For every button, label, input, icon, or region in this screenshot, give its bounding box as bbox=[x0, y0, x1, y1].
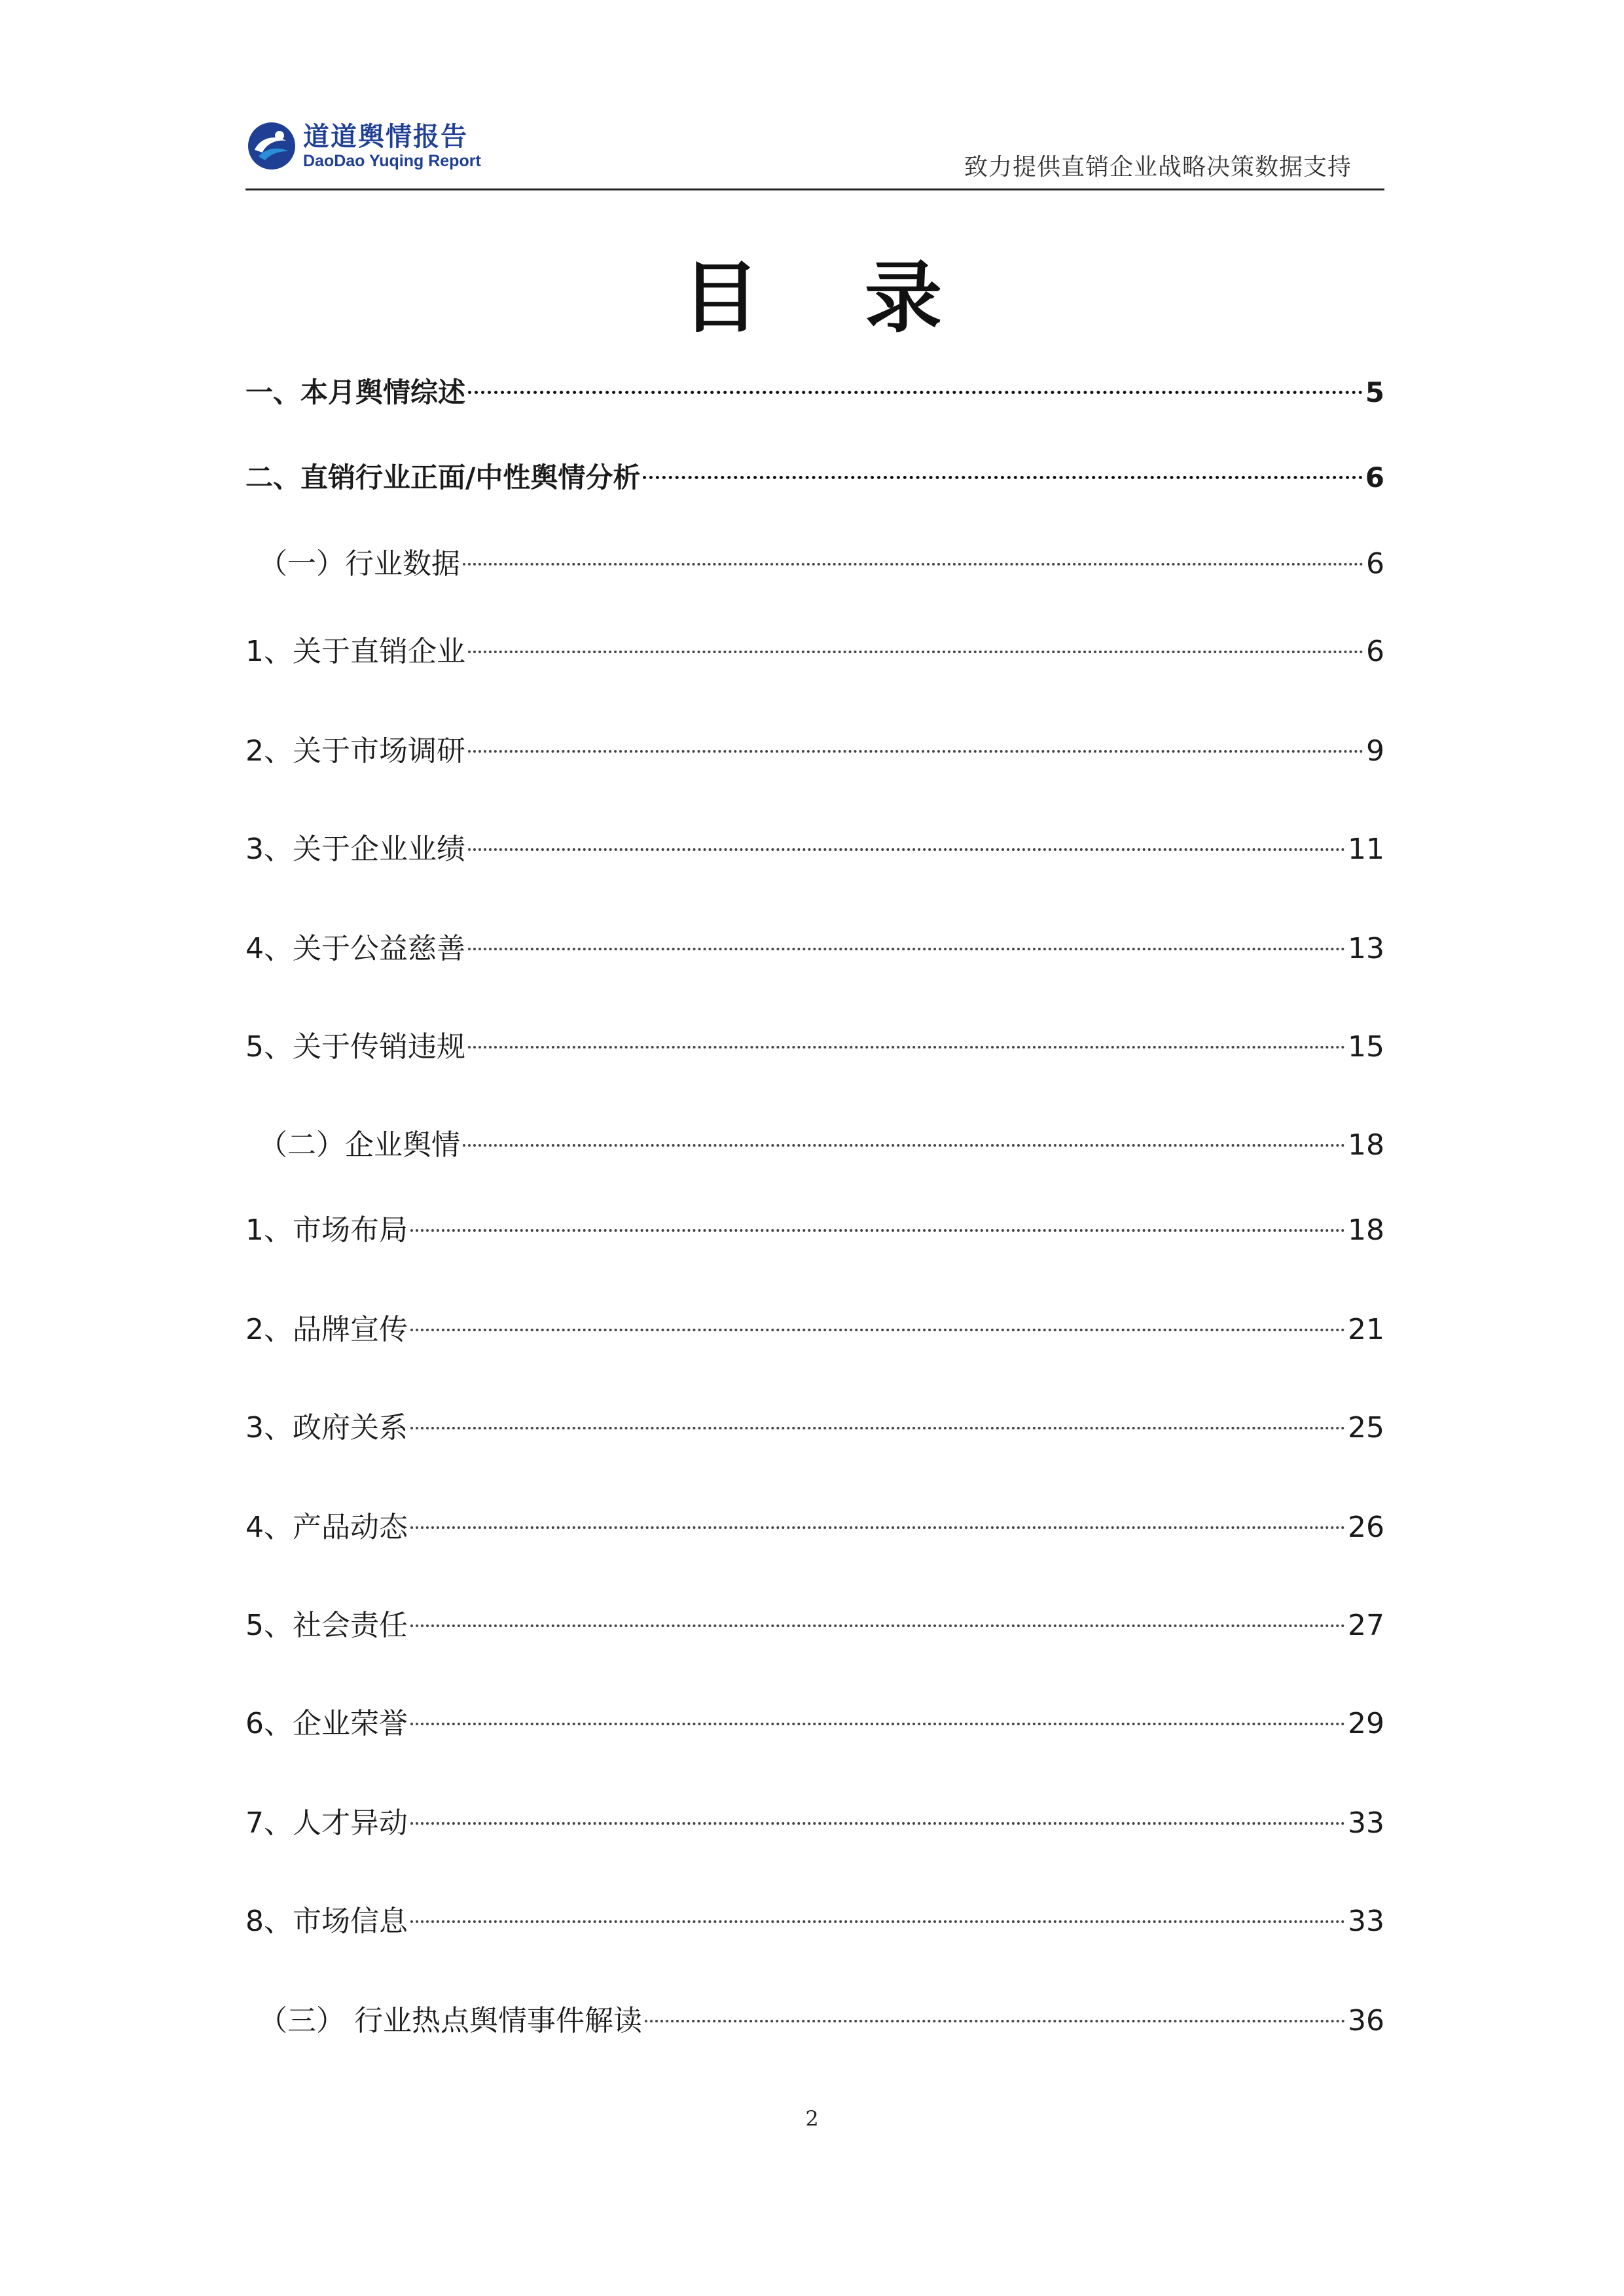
toc-entry-label: 4、产品动态 bbox=[245, 1511, 408, 1544]
toc-entry[interactable] bbox=[245, 1126, 1384, 1165]
toc-entry-page: 18 bbox=[1348, 1213, 1384, 1247]
toc-leader-dots bbox=[410, 1427, 1345, 1429]
toc-leader-dots bbox=[463, 563, 1363, 565]
toc-entry-page: 11 bbox=[1348, 833, 1384, 866]
logo-emblem-icon bbox=[245, 120, 298, 172]
toc-entry-label: 3、关于企业业绩 bbox=[245, 833, 465, 866]
toc-entry-label: （三） 行业热点舆情事件解读 bbox=[259, 2004, 642, 2037]
toc-entry-label: 5、社会责任 bbox=[245, 1609, 408, 1642]
toc-leader-dots bbox=[410, 1526, 1345, 1529]
toc-entry-page: 25 bbox=[1348, 1411, 1384, 1444]
toc-entry-page: 5 bbox=[1365, 376, 1384, 408]
toc-leader-dots bbox=[410, 1723, 1345, 1725]
toc-leader-dots bbox=[468, 848, 1345, 851]
toc-entry[interactable] bbox=[245, 1310, 1384, 1350]
toc-entry-label: 2、关于市场调研 bbox=[245, 734, 465, 768]
toc-entry-page: 15 bbox=[1348, 1030, 1384, 1064]
page-header bbox=[245, 117, 1384, 190]
toc-leader-dots bbox=[645, 2020, 1345, 2022]
page-title: 目 录 bbox=[681, 253, 982, 343]
toc-leader-dots bbox=[468, 750, 1363, 753]
logo-text bbox=[303, 122, 481, 170]
toc-entry-label: 5、关于传销违规 bbox=[245, 1030, 465, 1064]
toc-entry[interactable] bbox=[245, 1408, 1384, 1448]
toc-leader-dots bbox=[468, 1046, 1345, 1049]
toc-entry-page: 6 bbox=[1366, 547, 1384, 581]
toc-entry-page: 33 bbox=[1348, 1806, 1384, 1840]
toc-leader-dots bbox=[410, 1229, 1345, 1232]
toc-entry-page: 13 bbox=[1348, 932, 1384, 965]
toc-leader-dots bbox=[468, 391, 1363, 394]
toc-leader-dots bbox=[410, 1329, 1345, 1331]
toc-entry[interactable] bbox=[245, 1606, 1384, 1645]
header-slogan: 致力提供直销企业战略决策数据支持 bbox=[964, 154, 1352, 181]
toc-entry-page: 29 bbox=[1348, 1707, 1384, 1740]
toc-entry-page: 27 bbox=[1348, 1609, 1384, 1642]
toc-entry-page: 36 bbox=[1348, 2004, 1384, 2037]
toc-entry[interactable] bbox=[245, 1902, 1384, 1941]
toc-entry-label: 二、直销行业正面/中性舆情分析 bbox=[245, 461, 641, 493]
toc-entry-label: （二）企业舆情 bbox=[259, 1128, 460, 1162]
toc-leader-dots bbox=[410, 1624, 1345, 1627]
toc-leader-dots bbox=[463, 1144, 1345, 1147]
toc-entry-page: 6 bbox=[1366, 635, 1384, 668]
toc-entry-label: 2、品牌宣传 bbox=[245, 1313, 408, 1346]
toc-entry-page: 33 bbox=[1348, 1905, 1384, 1938]
page-number: 2 bbox=[805, 2106, 819, 2131]
toc-entry-label: 4、关于公益慈善 bbox=[245, 932, 465, 965]
toc-entry[interactable] bbox=[245, 732, 1384, 771]
toc-leader-dots bbox=[468, 948, 1345, 950]
toc-entry-page: 21 bbox=[1348, 1313, 1384, 1346]
toc-entry-label: 8、市场信息 bbox=[245, 1905, 408, 1938]
logo-chinese-name: 道道舆情报告 bbox=[303, 122, 468, 152]
toc-entry[interactable] bbox=[245, 373, 1384, 412]
logo-english-name: DaoDao Yuqing Report bbox=[303, 152, 481, 170]
toc-entry-page: 6 bbox=[1365, 461, 1384, 493]
toc-entry-label: 1、市场布局 bbox=[245, 1213, 408, 1247]
toc-entry-label: 一、本月舆情综述 bbox=[245, 376, 466, 408]
toc-entry-label: 1、关于直销企业 bbox=[245, 635, 465, 668]
toc-entry[interactable] bbox=[245, 1704, 1384, 1744]
toc-entry[interactable] bbox=[245, 2001, 1384, 2041]
toc-entry[interactable] bbox=[245, 632, 1384, 672]
toc-entry[interactable] bbox=[245, 1508, 1384, 1547]
toc-entry-label: （一）行业数据 bbox=[259, 547, 460, 581]
toc-entry[interactable] bbox=[245, 1028, 1384, 1067]
logo bbox=[245, 117, 481, 175]
toc-entry-page: 9 bbox=[1366, 734, 1384, 768]
toc-leader-dots bbox=[410, 1822, 1345, 1825]
toc-entry-label: 6、企业荣誉 bbox=[245, 1707, 408, 1740]
toc-entry-page: 26 bbox=[1348, 1511, 1384, 1544]
toc-entry[interactable] bbox=[245, 545, 1384, 584]
toc-entry[interactable] bbox=[245, 830, 1384, 869]
toc-leader-dots bbox=[643, 476, 1362, 479]
toc-entry-label: 7、人才异动 bbox=[245, 1806, 408, 1840]
toc-leader-dots bbox=[410, 1920, 1345, 1923]
toc-entry-label: 3、政府关系 bbox=[245, 1411, 408, 1444]
toc-entry[interactable] bbox=[245, 458, 1384, 497]
toc-entry[interactable] bbox=[245, 1804, 1384, 1843]
toc-leader-dots bbox=[468, 651, 1363, 653]
toc-entry[interactable] bbox=[245, 1211, 1384, 1250]
toc-entry-page: 18 bbox=[1348, 1128, 1384, 1162]
toc-entry[interactable] bbox=[245, 929, 1384, 969]
